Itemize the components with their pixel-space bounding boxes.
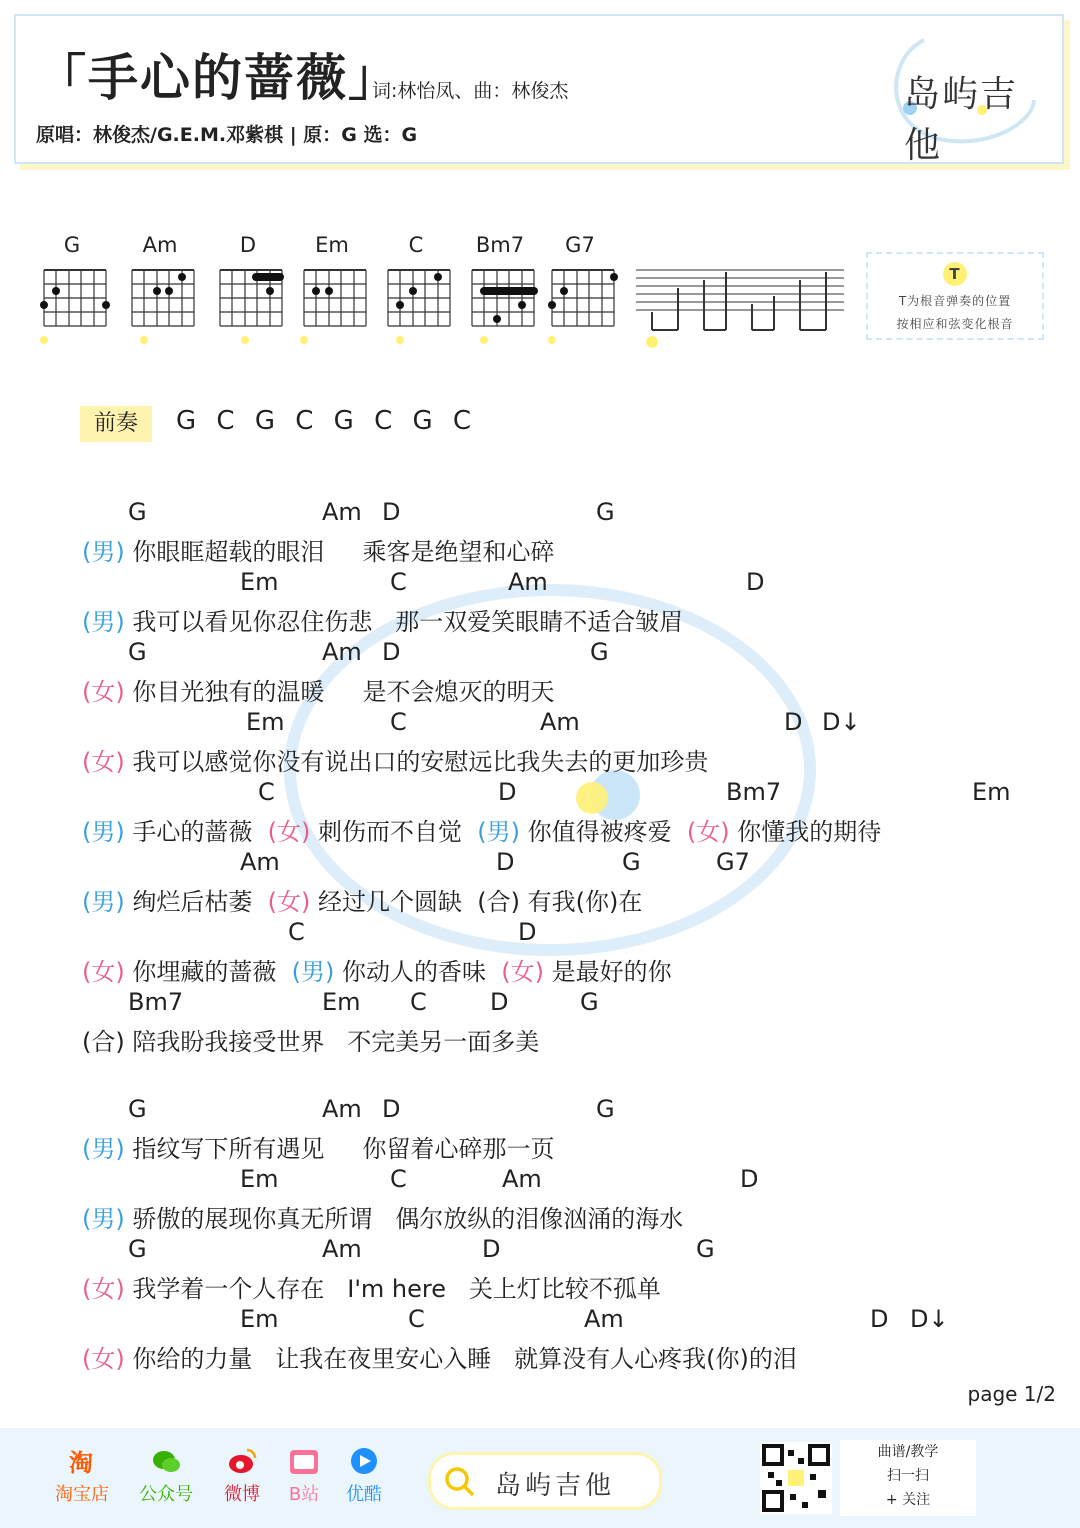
chord-symbol: C — [390, 568, 407, 596]
qr-code-icon — [760, 1442, 832, 1514]
chord-symbol: Am — [322, 498, 362, 526]
chord-symbol: D — [518, 918, 537, 946]
chord-name: D — [239, 233, 257, 257]
lyric-text: 你动人的香味 — [334, 958, 502, 986]
weibo-link[interactable] — [212, 1446, 272, 1506]
chord-symbol: Am — [322, 638, 362, 666]
chord-symbol: Am — [584, 1305, 624, 1333]
qr-caption-line: 曲谱/教学 — [877, 1444, 939, 1460]
lyric-line — [82, 1022, 539, 1057]
chord-symbol: D — [382, 498, 401, 526]
chord-symbol: G — [128, 1095, 147, 1123]
singer-tag: (女) — [267, 888, 311, 916]
chord-symbol: Em — [246, 708, 285, 736]
lyric-text: 你懂我的期待 — [729, 818, 882, 846]
chord-symbol: D — [870, 1305, 889, 1333]
fretboard-icon — [384, 256, 460, 344]
search-box[interactable] — [428, 1452, 662, 1510]
singer-tag: (女) — [267, 818, 311, 846]
chord-symbol: G — [622, 848, 641, 876]
singer-tag: (男) — [82, 1205, 125, 1233]
chord-symbol: C — [408, 1305, 425, 1333]
social-label: B站 — [288, 1484, 320, 1505]
wechat-link[interactable] — [136, 1446, 196, 1506]
lyric-line — [82, 1199, 683, 1234]
lyric-text: 你值得被疼爱 — [519, 818, 687, 846]
fretboard-icon — [548, 256, 624, 344]
lyric-text: 你眼眶超载的眼泪 乘客是绝望和心碎 — [124, 538, 555, 566]
chord-symbol: G7 — [716, 848, 750, 876]
chord-symbol: G — [596, 1095, 615, 1123]
lyric-text: 手心的蔷薇 — [124, 818, 268, 846]
chord-symbol: D — [382, 1095, 401, 1123]
song-title: 「手心的蔷薇」 — [36, 49, 400, 107]
singer-tag: (女) — [686, 818, 730, 846]
chord-symbol: D — [784, 708, 803, 736]
lyric-text: 有我(你)在 — [519, 888, 643, 916]
legend-line-1: T为根音弹奏的位置 — [898, 294, 1012, 308]
chord-symbol: C — [258, 778, 275, 806]
social-label: 微博 — [224, 1484, 260, 1505]
chord-symbol: C — [410, 988, 427, 1016]
lyric-text: 刺伤而不自觉 — [310, 818, 478, 846]
lyric-line — [82, 1129, 555, 1164]
singer-tag: (女) — [501, 958, 544, 986]
page-number: page 1/2 — [967, 1382, 1056, 1406]
chord-symbol: D — [746, 568, 765, 596]
chord-symbol: G — [696, 1235, 715, 1263]
chord-symbol: D↓ — [822, 708, 861, 736]
lyric-text: 绚烂后枯萎 — [124, 888, 268, 916]
lyric-line — [82, 742, 708, 777]
lyric-line — [82, 672, 555, 707]
singer-tag: (女) — [82, 1345, 125, 1373]
search-text: 岛屿吉他 — [495, 1471, 616, 1501]
lyric-text: 你给的力量 让我在夜里安心入睡 就算没有人心疼我(你)的泪 — [124, 1345, 797, 1373]
chord-symbol: G — [128, 498, 147, 526]
fretboard-icon — [128, 256, 204, 344]
brand-logo — [884, 30, 1044, 166]
lyric-text: 是最好的你 — [543, 958, 672, 986]
singer-tag: (男) — [82, 538, 125, 566]
intro-label: 前奏 — [80, 406, 152, 442]
chord-name: Em — [315, 233, 349, 257]
chord-symbol: Am — [322, 1095, 362, 1123]
root-note-badge: T — [943, 262, 967, 286]
singer-tag: (男) — [82, 818, 125, 846]
chord-symbol: D — [740, 1165, 759, 1193]
singer-line: 原唱：林俊杰/G.E.M.邓紫棋 | 原：G 选：G — [36, 124, 418, 146]
chord-symbol: G — [596, 498, 615, 526]
chord-symbol: D — [498, 778, 517, 806]
chord-symbol: D — [382, 638, 401, 666]
chord-symbol: G — [128, 1235, 147, 1263]
youku-icon — [349, 1446, 379, 1476]
chord-name: C — [408, 233, 424, 257]
singer-tag: (合) — [82, 1028, 125, 1056]
chord-symbol: Am — [508, 568, 548, 596]
strum-pattern — [632, 262, 848, 352]
lyric-text: 我学着一个人存在 I'm here 关上灯比较不孤单 — [124, 1275, 661, 1303]
legend-line-2: 按相应和弦变化根音 — [896, 317, 1014, 331]
lyric-text: 你埋藏的蔷薇 — [124, 958, 292, 986]
chord-symbol: D↓ — [910, 1305, 949, 1333]
singer-tag: (男) — [291, 958, 335, 986]
chord-symbol: C — [390, 1165, 407, 1193]
chord-symbol: Em — [972, 778, 1011, 806]
singer-tag: (男) — [82, 888, 125, 916]
lyric-line — [82, 1339, 797, 1374]
chord-symbol: Em — [240, 1165, 279, 1193]
weibo-icon — [227, 1446, 257, 1476]
lyric-text: 经过几个圆缺 — [310, 888, 478, 916]
taobao-icon — [67, 1446, 97, 1476]
chord-symbol: C — [288, 918, 305, 946]
singer-tag: (女) — [82, 958, 125, 986]
chord-name: G — [63, 233, 81, 257]
fretboard-icon — [300, 256, 376, 344]
chord-symbol: Bm7 — [726, 778, 782, 806]
chord-symbol: G — [128, 638, 147, 666]
chord-symbol: C — [390, 708, 407, 736]
intro-chord-sequence: G C G C G C G C — [176, 406, 474, 436]
chord-symbol: D — [496, 848, 515, 876]
chord-symbol: G — [580, 988, 599, 1016]
chord-symbol: Bm7 — [128, 988, 184, 1016]
logo-text: 岛屿吉他 — [904, 74, 1019, 166]
search-icon — [443, 1465, 477, 1499]
social-label: 优酷 — [346, 1484, 382, 1505]
social-label: 淘宝店 — [55, 1484, 109, 1505]
chord-symbol: Am — [322, 1235, 362, 1263]
chord-symbol: Em — [240, 568, 279, 596]
lyric-line — [82, 1269, 661, 1304]
lyric-line — [82, 602, 683, 637]
youku-link[interactable] — [334, 1446, 394, 1506]
lyric-text: 骄傲的展现你真无所谓 偶尔放纵的泪像汹涌的海水 — [124, 1205, 684, 1233]
chord-symbol: Am — [240, 848, 280, 876]
qr-caption — [840, 1440, 976, 1516]
lyric-line — [82, 882, 642, 917]
singer-tag: (女) — [82, 678, 125, 706]
chord-symbol: D — [490, 988, 509, 1016]
lyric-line — [82, 812, 881, 847]
fretboard-icon — [40, 256, 116, 344]
chord-symbol: D — [482, 1235, 501, 1263]
lyric-line — [82, 532, 555, 567]
svg-text:淘: 淘 — [69, 1449, 93, 1476]
chord-symbol: Em — [240, 1305, 279, 1333]
social-label: 公众号 — [139, 1484, 193, 1505]
bilibili-icon — [289, 1446, 319, 1476]
lyric-text: 我可以看见你忍住伤悲 那一双爱笑眼睛不适合皱眉 — [124, 608, 684, 636]
fretboard-icon — [216, 256, 292, 344]
qr-caption-line: + 关注 — [885, 1492, 931, 1508]
qr-caption-line: 扫一扫 — [887, 1468, 929, 1484]
chord-name: Bm7 — [475, 233, 525, 257]
singer-tag: (女) — [82, 748, 125, 776]
lyric-text: 陪我盼我接受世界 不完美另一面多美 — [124, 1028, 540, 1056]
singer-tag: (男) — [82, 608, 125, 636]
lyric-text: 你目光独有的温暖 是不会熄灭的明天 — [124, 678, 555, 706]
wechat-icon — [151, 1446, 181, 1476]
singer-tag: (男) — [477, 818, 520, 846]
lyric-line — [82, 952, 672, 987]
song-header — [14, 14, 1064, 164]
song-credits: 词:林怡凤、曲：林俊杰 — [372, 80, 569, 102]
chord-symbol: Am — [502, 1165, 542, 1193]
singer-tag: (合) — [477, 888, 520, 916]
chord-name: G7 — [565, 233, 595, 257]
taobao-link[interactable] — [52, 1446, 112, 1506]
fretboard-icon — [468, 256, 544, 344]
chord-name: Am — [142, 233, 178, 257]
singer-tag: (男) — [82, 1135, 125, 1163]
chord-symbol: G — [590, 638, 609, 666]
chord-symbol: Em — [322, 988, 361, 1016]
chord-symbol: Am — [540, 708, 580, 736]
singer-tag: (女) — [82, 1275, 125, 1303]
root-note-legend — [866, 252, 1044, 340]
lyric-text: 我可以感觉你没有说出口的安慰远比我失去的更加珍贵 — [124, 748, 709, 776]
footer-bar — [0, 1428, 1080, 1528]
bilibili-link[interactable] — [274, 1446, 334, 1506]
lyric-text: 指纹写下所有遇见 你留着心碎那一页 — [124, 1135, 555, 1163]
